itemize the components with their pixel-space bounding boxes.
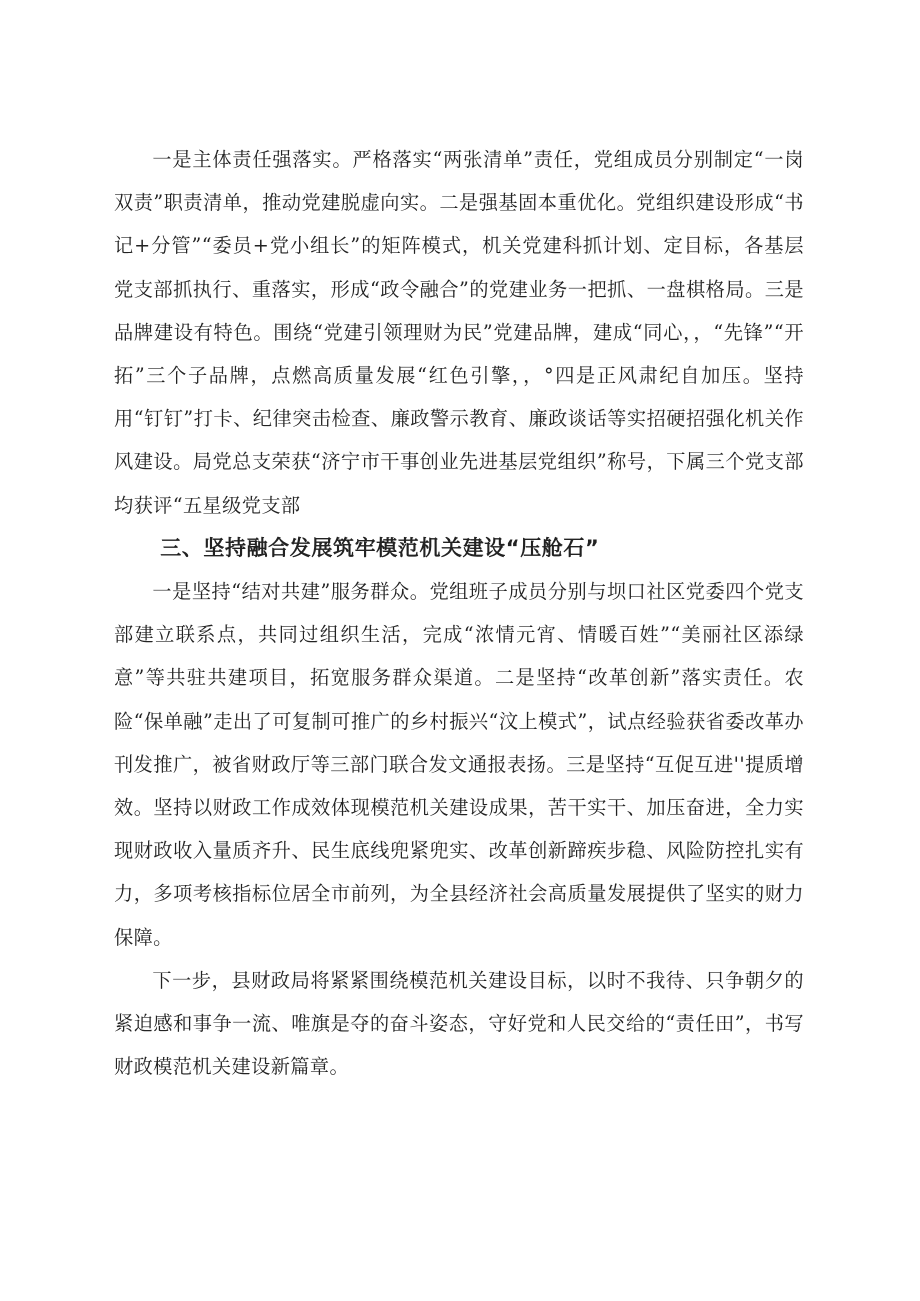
paragraph-next-steps: 下一步，县财政局将紧紧围绕模范机关建设目标，以时不我待、只争朝夕的紧迫感和事争一流、唯旗是夺的奋斗姿态，守好党和人民交给的“责任田”，书写财政模范机关建设新篇章。 bbox=[114, 968, 804, 1079]
section-heading-3: 三、坚持融合发展筑牢模范机关建设“压舱石” bbox=[160, 535, 600, 560]
paragraph-party-building-results: 一是主体责任强落实。严格落实“两张清单”责任，党组成员分别制定“一岗双责”职责清单，推动党建脱虚向实。二是强基固本重优化。党组织建设形成“书记+分管”“委员+党小组长”的矩阵模式，机关党建科抓计划、定目标，各基层党支部抓执行、重落实，形成“政令融合”的党建业务一把抓、一盘棋格局。三是品牌建设有特色。围绕“党建引领理财为民”党建品牌，建成“同心，，“先锋”“开拓”三个子品牌，点燃高质量发展“红色引擎，，°四是正风肃纪自加压。坚持用“钉钉”打卡、纪律突击检查、廉政警示教育、廉政谈话等实招硬招强化机关作风建设。局党总支荣获“济宁市干事创业先进基层党组织”称号，下属三个党支部均获评“五星级党支部 bbox=[114, 148, 804, 517]
document-page bbox=[114, 138, 804, 1088]
paragraph-integrated-development: 一是坚持“结对共建”服务群众。党组班子成员分别与坝口社区党委四个党支部建立联系点，共同过组织生活，完成“浓情元宵、情暖百姓”“美丽社区添绿意”等共驻共建项目，拓宽服务群众渠道。二是坚持“改革创新”落实责任。农险“保单融”走出了可复制可推广的乡村振兴“汶上模式”，试点经验获省委改革办刊发推广，被省财政厅等三部门联合发文通报表扬。三是坚持“互促互进''提质增效。坚持以财政工作成效体现模范机关建设成果，苦干实干、加压奋进，全力实现财政收入量质齐升、民生底线兜紧兜实、改革创新蹄疾步稳、风险防控扎实有力，多项考核指标位居全市前列，为全县经济社会高质量发展提供了坚实的财力保障。 bbox=[114, 580, 804, 949]
